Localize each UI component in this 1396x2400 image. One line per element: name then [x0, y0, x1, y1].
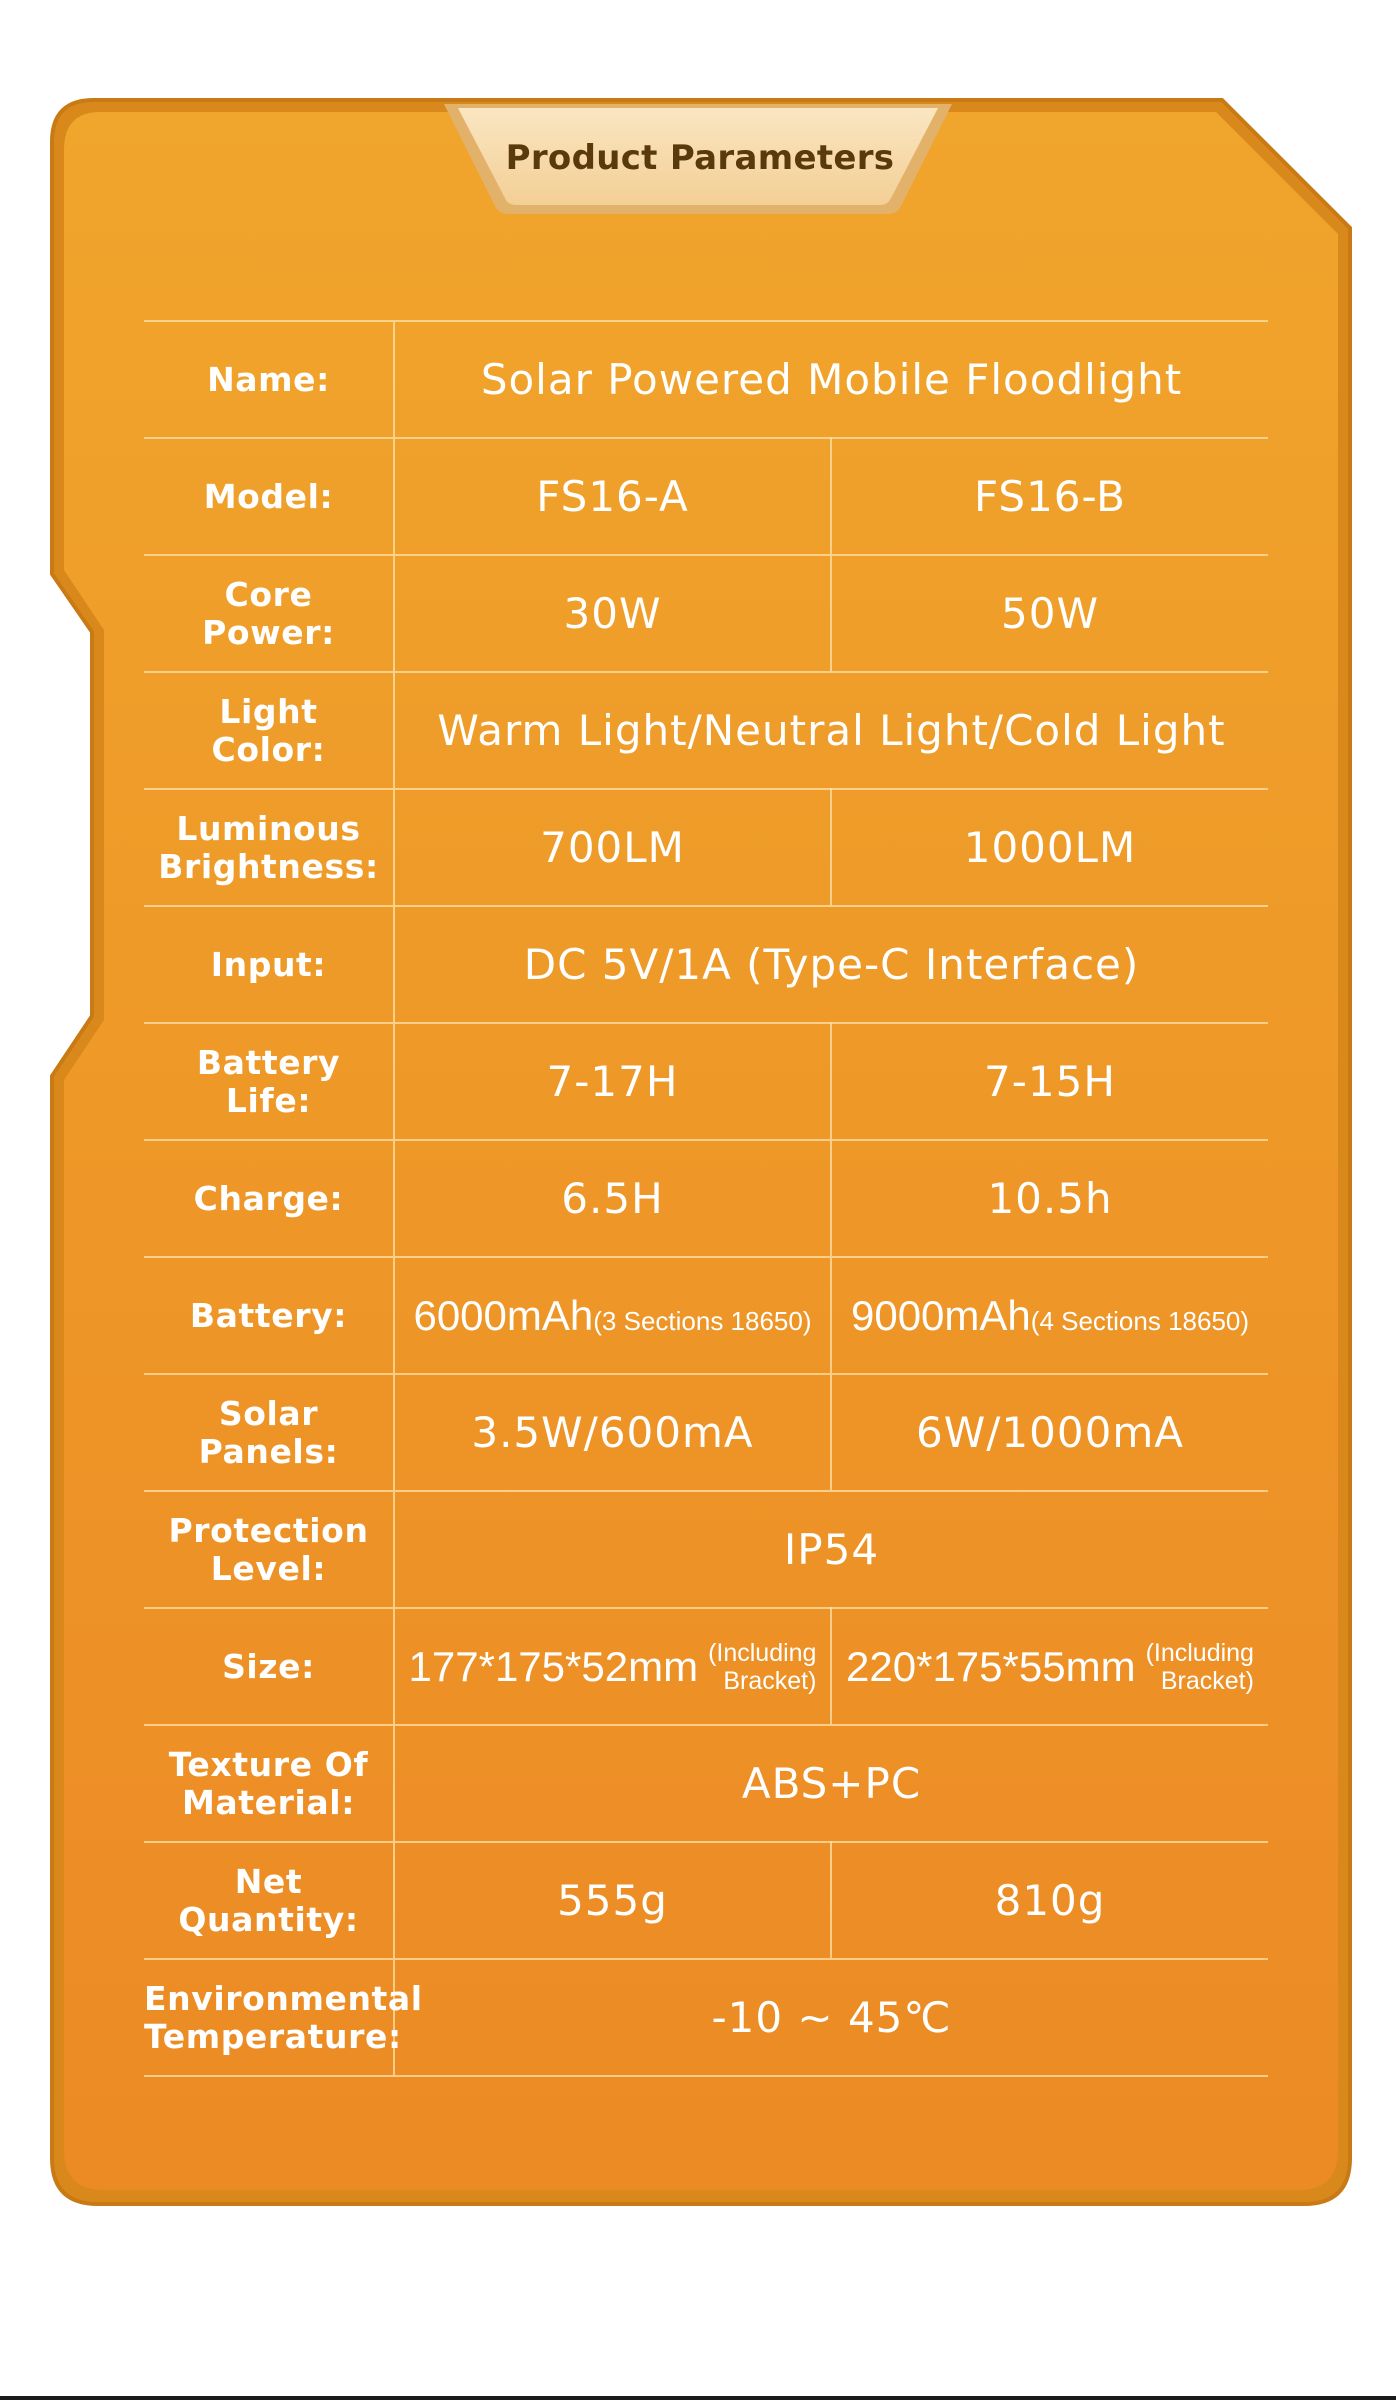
protection-value: IP54 — [394, 1491, 1268, 1608]
row-label: Input: — [144, 906, 394, 1023]
table-row-model — [144, 438, 1268, 555]
table-row-light-color — [144, 672, 1268, 789]
battery-life-a-value: 7-17H — [394, 1023, 831, 1140]
table-row-solar-panels — [144, 1374, 1268, 1491]
row-label: Texture Of Material: — [144, 1725, 394, 1842]
table-row-battery-life — [144, 1023, 1268, 1140]
size-b-cell — [831, 1608, 1268, 1725]
solar-b-value: 6W/1000mA — [831, 1374, 1268, 1491]
input-value: DC 5V/1A (Type-C Interface) — [394, 906, 1268, 1023]
table-row-temperature — [144, 1959, 1268, 2076]
net-quantity-b-value: 810g — [831, 1842, 1268, 1959]
size-a-note: (Including Bracket) — [708, 1638, 817, 1695]
page-title: Product Parameters — [505, 138, 895, 178]
table-row-name — [144, 321, 1268, 438]
model-a-value: FS16-A — [394, 438, 831, 555]
solar-a-value: 3.5W/600mA — [394, 1374, 831, 1491]
brightness-a-value: 700LM — [394, 789, 831, 906]
row-label: Core Power: — [144, 555, 394, 672]
battery-a-value: 6000mAh — [413, 1292, 594, 1339]
battery-b-note: (4 Sections 18650) — [1030, 1306, 1250, 1336]
size-a-value: 177*175*52mm — [408, 1642, 699, 1690]
table-row-input — [144, 906, 1268, 1023]
table-row-charge — [144, 1140, 1268, 1257]
row-label: Size: — [144, 1608, 394, 1725]
row-label: Environmental Temperature: — [144, 1959, 394, 2076]
row-label: Charge: — [144, 1140, 394, 1257]
row-label: Protection Level: — [144, 1491, 394, 1608]
row-label: Battery: — [144, 1257, 394, 1374]
bottom-divider — [0, 2396, 1396, 2400]
table-row-battery — [144, 1257, 1268, 1374]
row-label: Name: — [144, 321, 394, 438]
table-row-core-power — [144, 555, 1268, 672]
row-label: Model: — [144, 438, 394, 555]
name-value: Solar Powered Mobile Floodlight — [394, 321, 1268, 438]
charge-a-value: 6.5H — [394, 1140, 831, 1257]
table-row-brightness — [144, 789, 1268, 906]
parameters-table — [144, 320, 1268, 2077]
row-label: Luminous Brightness: — [144, 789, 394, 906]
battery-life-b-value: 7-15H — [831, 1023, 1268, 1140]
table-row-size — [144, 1608, 1268, 1725]
battery-b-cell — [831, 1257, 1268, 1374]
net-quantity-a-value: 555g — [394, 1842, 831, 1959]
model-b-value: FS16-B — [831, 438, 1268, 555]
battery-a-note: (3 Sections 18650) — [593, 1306, 812, 1336]
core-power-b-value: 50W — [831, 555, 1268, 672]
battery-b-value: 9000mAh — [850, 1292, 1031, 1339]
battery-a-cell — [394, 1257, 831, 1374]
row-label: Net Quantity: — [144, 1842, 394, 1959]
charge-b-value: 10.5h — [831, 1140, 1268, 1257]
temperature-value: -10 ~ 45℃ — [394, 1959, 1268, 2076]
size-b-value: 220*175*55mm — [846, 1642, 1136, 1690]
size-b-note: (Including Bracket) — [1145, 1638, 1254, 1695]
size-a-cell — [394, 1608, 831, 1725]
row-label: Solar Panels: — [144, 1374, 394, 1491]
row-label: Battery Life: — [144, 1023, 394, 1140]
table-row-net-quantity — [144, 1842, 1268, 1959]
light-color-value: Warm Light/Neutral Light/Cold Light — [394, 672, 1268, 789]
table-row-material — [144, 1725, 1268, 1842]
core-power-a-value: 30W — [394, 555, 831, 672]
material-value: ABS+PC — [394, 1725, 1268, 1842]
row-label: Light Color: — [144, 672, 394, 789]
table-row-protection — [144, 1491, 1268, 1608]
brightness-b-value: 1000LM — [831, 789, 1268, 906]
